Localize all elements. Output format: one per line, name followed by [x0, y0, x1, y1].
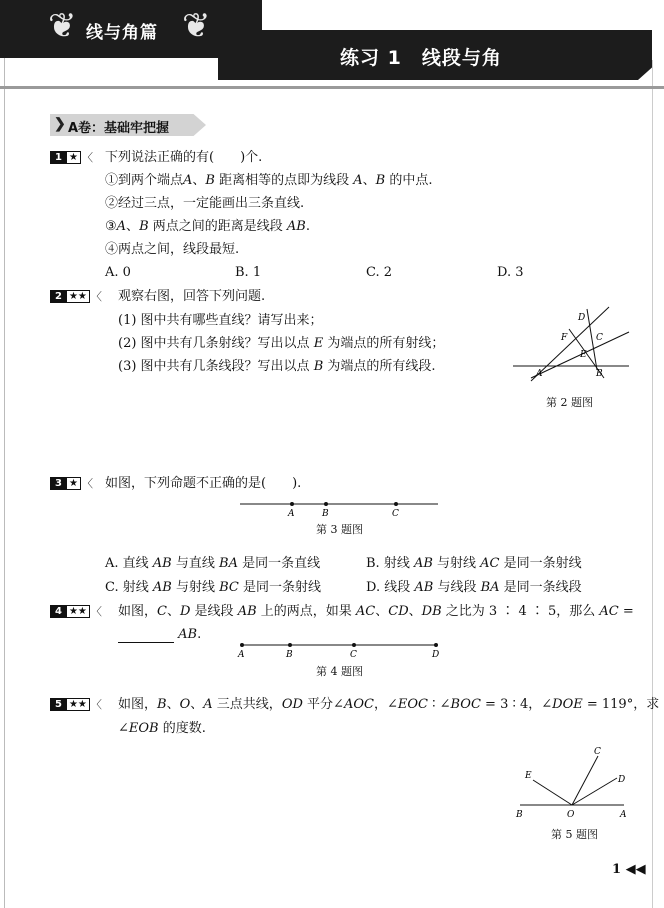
exercise-title: 练习 1 线段与角 — [340, 47, 502, 69]
right-margin-rule — [652, 60, 653, 908]
question-2-part-1: (1) 图中共有哪些直线？请写出来； — [118, 313, 323, 328]
difficulty-stars: ★ — [67, 151, 81, 164]
difficulty-stars: ★ — [67, 477, 81, 490]
point-label-c: C — [350, 650, 357, 660]
point-label-a: A — [536, 369, 543, 379]
question-4-stem: 如图，C、D 是线段 AB 上的两点，如果 AC、CD、DB 之比为 3 ∶ 4 ∶ 5，那么 AC = — [118, 604, 634, 619]
badge-tail-icon: 〈 — [90, 290, 102, 303]
question-1-statement-2: ②经过三点，一定能画出三条直线. — [105, 196, 305, 211]
rewind-arrows-icon: ◀◀ — [625, 862, 646, 877]
question-1-choice-a: A. 0 — [105, 265, 131, 280]
answer-blank[interactable] — [118, 630, 174, 643]
question-2-figure — [505, 305, 635, 387]
question-3-choice-c: C. 射线 AB 与射线 BC 是同一条射线 — [105, 580, 321, 595]
question-1-statement-1: ①到两个端点A、B 距离相等的点即为线段 A、B 的中点. — [105, 173, 433, 188]
point-c — [288, 643, 292, 647]
question-4-figure — [232, 636, 446, 660]
point-c — [394, 502, 398, 506]
question-number: 3 — [50, 477, 67, 490]
point-label-e: E — [525, 771, 532, 781]
point-a — [290, 502, 294, 506]
question-3-caption: 第 3 题图 — [316, 523, 363, 536]
difficulty-stars: ★★ — [67, 698, 90, 711]
point-b — [324, 502, 328, 506]
laurel-right-icon: ❦ — [182, 6, 211, 46]
question-2-part-3: (3) 图中共有几条线段？写出以点 B 为端点的所有线段. — [118, 359, 436, 374]
point-label-a: A — [620, 810, 627, 820]
question-2-stem: 观察右图，回答下列问题. — [118, 289, 266, 304]
point-label-c: C — [596, 333, 603, 343]
chevron-right-icon: ❯ — [54, 116, 66, 132]
question-4-line-2: AB. — [118, 627, 201, 643]
question-number: 5 — [50, 698, 67, 711]
question-2-part-2: (2) 图中共有几条射线？写出以点 E 为端点的所有射线； — [118, 336, 445, 351]
point-label-b: B — [286, 650, 293, 660]
question-5-caption: 第 5 题图 — [551, 828, 598, 841]
badge-tail-icon: 〈 — [81, 151, 93, 164]
point-label-f: F — [561, 333, 568, 343]
point-label-c: C — [392, 509, 399, 518]
question-1-choice-c: C. 2 — [366, 265, 393, 280]
question-2-badge — [50, 290, 102, 303]
header-rule — [0, 86, 664, 89]
question-5-stem-line-2: ∠EOB 的度数. — [118, 721, 206, 736]
page-number: 1 ◀◀ — [612, 862, 646, 877]
question-1-statement-4: ④两点之间，线段最短. — [105, 242, 240, 257]
question-number: 4 — [50, 605, 67, 618]
point-label-d: D — [578, 313, 586, 323]
difficulty-stars: ★★ — [67, 605, 90, 618]
question-3-stem: 如图，下列命题不正确的是( ). — [105, 476, 302, 491]
question-3-choice-d: D. 线段 AB 与线段 BA 是同一条线段 — [366, 580, 582, 595]
point-label-o: O — [567, 810, 575, 820]
point-label-e: E — [580, 350, 587, 360]
badge-tail-icon: 〈 — [90, 605, 102, 618]
point-label-b: B — [596, 369, 603, 379]
badge-tail-icon: 〈 — [81, 477, 93, 490]
question-3-badge — [50, 477, 93, 490]
difficulty-stars: ★★ — [67, 290, 90, 303]
question-5-figure — [510, 744, 634, 824]
point-d — [352, 643, 356, 647]
question-5-badge — [50, 698, 102, 711]
point-a — [240, 643, 244, 647]
question-4-caption: 第 4 题图 — [316, 665, 363, 678]
question-1-stem: 下列说法正确的有( )个. — [105, 150, 263, 165]
question-number: 1 — [50, 151, 67, 164]
section-a-text: A卷：基础牢把握 — [68, 121, 170, 136]
question-number: 2 — [50, 290, 67, 303]
point-label-a: A — [238, 650, 245, 660]
badge-tail-icon: 〈 — [90, 698, 102, 711]
question-1-choice-b: B. 1 — [235, 265, 262, 280]
point-label-c: C — [594, 747, 601, 757]
point-label-b: B — [516, 810, 523, 820]
question-3-figure — [236, 496, 442, 518]
section-a-label — [50, 114, 206, 136]
point-b — [434, 643, 438, 647]
question-1-badge — [50, 151, 93, 164]
point-label-a: A — [288, 509, 295, 518]
question-1-statement-3: ③A、B 两点之间的距离是线段 AB. — [105, 219, 310, 234]
question-1-choice-d: D. 3 — [497, 265, 524, 280]
point-label-b: B — [322, 509, 329, 518]
point-label-d: D — [432, 650, 440, 660]
question-4-badge — [50, 605, 102, 618]
ray-OE — [533, 780, 572, 805]
question-5-stem: 如图，B、O、A 三点共线，OD 平分∠AOC，∠EOC ∶ ∠BOC = 3 ∶ 4，∠DOE = 119°，求 — [118, 697, 660, 712]
question-3-choice-b: B. 射线 AB 与射线 AC 是同一条射线 — [366, 556, 582, 571]
point-label-d: D — [618, 775, 626, 785]
left-margin-rule — [4, 58, 5, 908]
question-2-caption: 第 2 题图 — [546, 396, 593, 409]
section-title: 线与角篇 — [86, 23, 158, 43]
laurel-left-icon: ❦ — [48, 6, 77, 46]
question-3-choice-a: A. 直线 AB 与直线 BA 是同一条直线 — [105, 556, 321, 571]
